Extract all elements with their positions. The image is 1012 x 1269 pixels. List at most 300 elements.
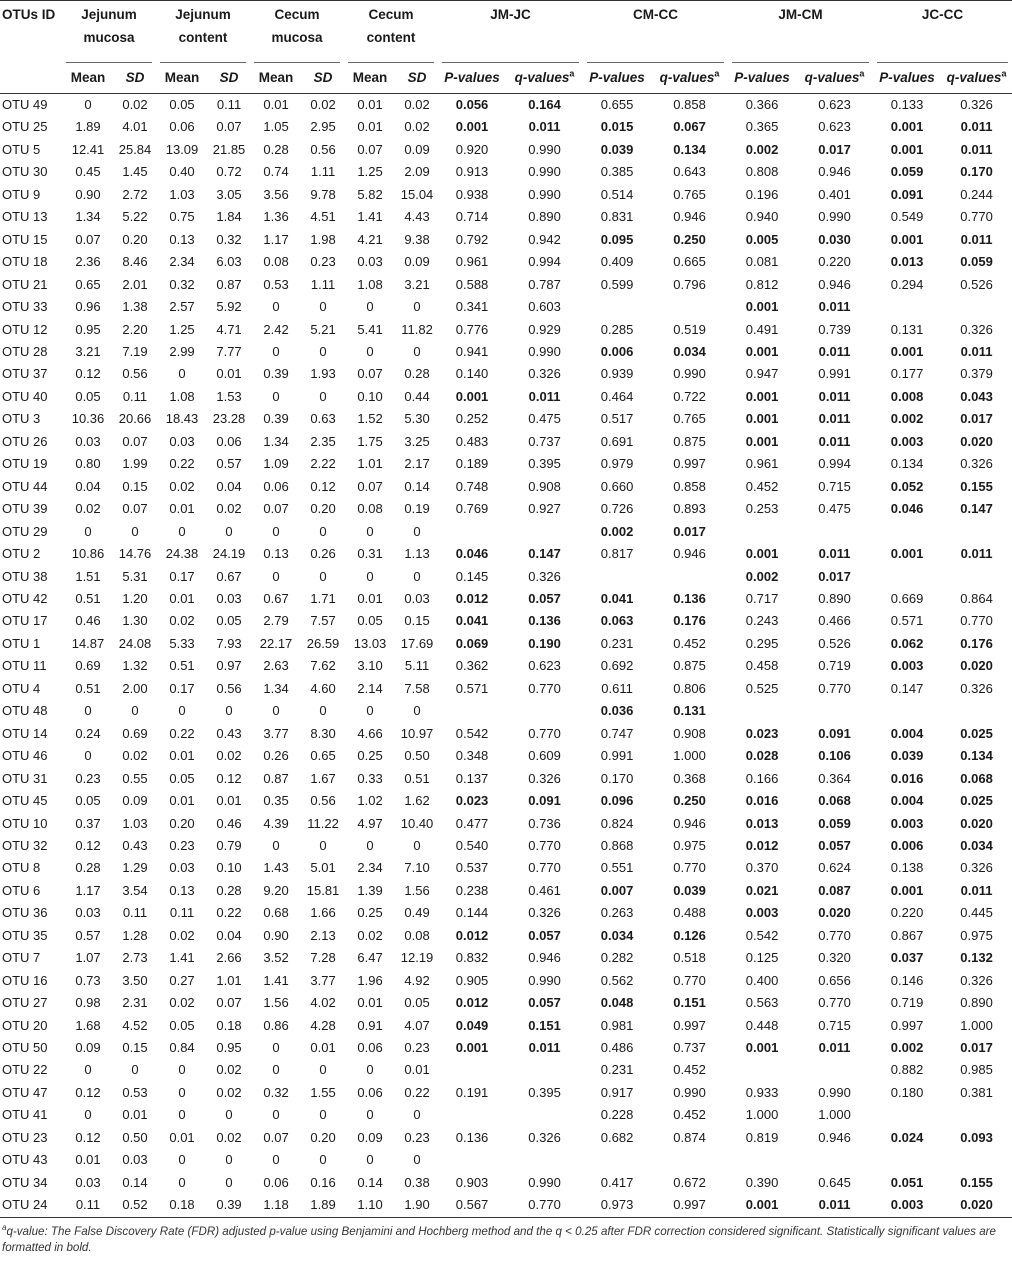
- cell-cm-sd: 7.28: [310, 950, 336, 966]
- cell-jc-mean: 2.99: [169, 343, 195, 359]
- cell-cc-mean: 0: [366, 703, 374, 719]
- cell-cm-sd: 0: [319, 703, 327, 719]
- cell-cm-mean: 2.79: [263, 613, 289, 629]
- cell-jc-mean: 0.20: [169, 815, 195, 831]
- cell-cc-mean: 4.21: [357, 231, 383, 247]
- cell-jc-mean: 0.02: [169, 927, 195, 943]
- cell-jm-sd: 0: [131, 523, 139, 539]
- cell-jmjc-p: 0.913: [455, 164, 489, 180]
- cell-cm-mean: 0.07: [263, 501, 289, 517]
- cell-jmcm-p: 0.125: [745, 950, 779, 966]
- cell-cc-sd: 0.23: [404, 1129, 430, 1145]
- cell-cm-mean: 1.34: [263, 433, 289, 449]
- cell-jm-sd: 2.00: [122, 680, 148, 696]
- cell-jm-sd: 0.15: [122, 478, 148, 494]
- cell-cm-mean: 0.13: [263, 546, 289, 562]
- cell-jc-sd: 7.77: [216, 343, 242, 359]
- cell-cm-sd: 7.62: [310, 658, 336, 674]
- cell-jm-mean: 0.03: [75, 433, 101, 449]
- comparison-header-jm-cm: JM-CM: [728, 1, 873, 64]
- cell-jmjc-p: 0.145: [455, 568, 489, 584]
- cell-jmcm-p: 0.005: [745, 231, 779, 247]
- cell-jmcm-p: 0.295: [745, 635, 779, 651]
- cell-jmcm-p: 0.365: [745, 119, 779, 135]
- cell-jmjc-q: 0.147: [528, 546, 561, 562]
- cell-cmcc-p: 0.517: [600, 411, 634, 427]
- cell-jm-sd: 0.53: [122, 1084, 148, 1100]
- cell-cmcc-p: 0.939: [600, 366, 634, 382]
- cell-cmcc-q: 0.908: [673, 725, 706, 741]
- cell-jc-sd: 0.43: [216, 725, 242, 741]
- cell-cc-sd: 10.40: [400, 815, 434, 831]
- table-row: [0, 116, 1012, 138]
- cell-jc-sd: 0.11: [216, 97, 242, 112]
- cell-jm-mean: 1.51: [75, 568, 101, 584]
- cell-jmjc-q: 0.770: [528, 837, 561, 853]
- cell-cm-sd: 0.16: [310, 1174, 336, 1190]
- cell-jmjc-q: 0.787: [528, 276, 561, 292]
- cell-otu-id: OTU 30: [2, 164, 48, 180]
- cell-jm-mean: 0.11: [62, 1194, 114, 1217]
- cell-jccc-p: 0.867: [890, 927, 924, 943]
- cell-cmcc-p: 0.385: [600, 164, 634, 180]
- cell-cm-mean: 0.87: [263, 770, 289, 786]
- cell-jccc-q: 0.011: [960, 343, 993, 359]
- cell-jmcm-q: 0.991: [818, 366, 851, 382]
- table-row: [0, 431, 1012, 453]
- cell-cmcc-q: [651, 1149, 728, 1171]
- cell-otu-id: OTU 50: [2, 1040, 48, 1056]
- cell-cc-mean: 0.14: [357, 1174, 383, 1190]
- cell-jmjc-p: 0.776: [455, 321, 489, 337]
- cell-jmjc-q: 0.603: [528, 299, 561, 315]
- cell-jc-sd: 0.01: [216, 366, 242, 382]
- cell-jm-mean: 0.07: [75, 231, 101, 247]
- cell-jmcm-q: 0.030: [818, 231, 851, 247]
- cell-otu-id: OTU 49: [2, 97, 48, 112]
- table-row: [0, 498, 1012, 520]
- cell-jmcm-p: 0.400: [745, 972, 779, 988]
- cell-jm-sd: 0: [131, 1062, 139, 1078]
- cell-cmcc-p: 0.831: [600, 209, 634, 225]
- cell-jc-sd: 0.03: [216, 590, 242, 606]
- cell-cmcc-p: 0.228: [600, 1107, 634, 1123]
- cell-jc-sd: 0.22: [216, 905, 242, 921]
- cell-cm-mean: 22.17: [259, 635, 293, 651]
- cell-jc-mean: 0.13: [169, 231, 195, 247]
- cell-jc-mean: 18.43: [165, 411, 199, 427]
- cell-jm-sd: 0.14: [122, 1174, 148, 1190]
- cell-otu-id: OTU 46: [2, 748, 48, 764]
- cell-jmcm-q: 0.011: [818, 1040, 851, 1056]
- cell-cm-mean: 1.36: [263, 209, 289, 225]
- cell-cc-sd: 12.19: [400, 950, 434, 966]
- cell-otu-id: OTU 1: [2, 635, 41, 651]
- cell-jmcm-q: 0.106: [818, 748, 851, 764]
- table-row: [0, 296, 1012, 318]
- cell-cc-mean: 0: [366, 568, 374, 584]
- cell-otu-id: OTU 12: [2, 321, 48, 337]
- table-footnote: $^a$q-value: The False Discovery Rate (FDR) adjusted p-value using Benjamini and Hochberg method and the q < 0.25 after FDR correction considered significant. Statistically significant values are formatted in bold.: [2, 1222, 996, 1254]
- cell-cc-mean: 0: [366, 1062, 374, 1078]
- cell-cc-sd: 2.09: [404, 164, 430, 180]
- cell-jm-sd: 2.72: [122, 186, 148, 202]
- cell-otu-id: OTU 14: [2, 725, 48, 741]
- cell-jmjc-p: 0.252: [455, 411, 489, 427]
- cell-jm-mean: 0.02: [75, 501, 101, 517]
- cell-jmcm-p: 0.081: [745, 254, 779, 270]
- cell-jmjc-p: 0.348: [455, 748, 489, 764]
- cell-cm-mean: 0: [272, 837, 280, 853]
- cell-jccc-p: 0.138: [890, 860, 924, 876]
- cell-jc-mean: 13.09: [165, 141, 199, 157]
- cell-jm-sd: 0: [131, 703, 139, 719]
- cell-otu-id: OTU 13: [2, 209, 48, 225]
- cell-jmcm-p: 0.001: [745, 388, 779, 404]
- cell-cc-sd: 0.49: [404, 905, 430, 921]
- cell-jmcm-q: 0.011: [818, 433, 851, 449]
- cell-cmcc-q: 0.874: [673, 1129, 706, 1145]
- cell-cc-mean: 0.01: [357, 590, 383, 606]
- table-row: [0, 543, 1012, 565]
- cell-jmcm-p: 0.933: [745, 1084, 779, 1100]
- cell-jmcm-q: 0.739: [818, 321, 851, 337]
- cell-cc-sd: 0.23: [404, 1040, 430, 1056]
- cell-jccc-q: 0.770: [960, 613, 993, 629]
- cell-jm-mean: 0: [84, 748, 92, 764]
- cell-jm-mean: 0.12: [75, 837, 101, 853]
- cell-jm-mean: 0.12: [75, 366, 101, 382]
- cell-cc-mean: 0.31: [357, 546, 383, 562]
- cell-jmcm-q: 0.011: [818, 299, 851, 315]
- cell-cm-mean: 0: [272, 1040, 280, 1056]
- cell-jccc-p: 0.006: [890, 837, 924, 853]
- cell-cm-mean: 0.06: [263, 1174, 289, 1190]
- cell-cm-mean: 0: [272, 388, 280, 404]
- cell-jm-mean: 0.23: [75, 770, 101, 786]
- cell-jc-mean: 1.03: [169, 186, 195, 202]
- cell-cm-sd: 4.02: [310, 995, 336, 1011]
- cell-cc-sd: 0.38: [404, 1174, 430, 1190]
- cell-jc-sd: 5.92: [216, 299, 242, 315]
- cell-jccc-q: [941, 296, 1012, 318]
- cell-jmjc-q: 0.326: [528, 905, 561, 921]
- cell-jmjc-p: 0.041: [455, 613, 489, 629]
- cell-jccc-q: 0.985: [960, 1062, 993, 1078]
- cell-jmjc-p: 0.542: [455, 725, 489, 741]
- cell-jmjc-p: 0.238: [455, 882, 489, 898]
- cell-jmjc-p: 0.012: [455, 927, 489, 943]
- cell-jccc-q: 0.011: [960, 141, 993, 157]
- cell-jmcm-p: 0.001: [745, 1040, 779, 1056]
- cell-jccc-q: 0.176: [960, 635, 993, 651]
- cell-jm-mean: 0.12: [75, 1084, 101, 1100]
- cell-cc-mean: 0.08: [357, 501, 383, 517]
- cell-jm-sd: 0.50: [122, 1129, 148, 1145]
- cell-jc-mean: 0.01: [169, 590, 195, 606]
- cell-cm-sd: 0: [319, 299, 327, 315]
- cell-cm-mean: 0.68: [263, 905, 289, 921]
- cell-jmcm-q: 0.011: [818, 388, 851, 404]
- cell-jmcm-p: 0.940: [745, 209, 779, 225]
- cell-cmcc-q: 0.806: [673, 680, 706, 696]
- cell-cc-sd: 4.43: [404, 209, 430, 225]
- cell-jc-sd: 0: [225, 703, 233, 719]
- cell-jmjc-q: 0.164: [528, 97, 561, 112]
- cell-jmcm-q: 0.624: [818, 860, 851, 876]
- cell-jmjc-p: 0.001: [455, 388, 489, 404]
- cell-jmcm-q: 0.401: [818, 186, 851, 202]
- cell-jccc-p: 0.002: [890, 1040, 924, 1056]
- cell-cc-mean: 13.03: [353, 635, 387, 651]
- cell-cmcc-q: [651, 566, 728, 588]
- cell-otu-id: OTU 18: [2, 254, 48, 270]
- cell-cm-sd: 0.63: [310, 411, 336, 427]
- cell-jc-sd: 0.04: [216, 927, 242, 943]
- cell-cm-mean: 0.39: [263, 366, 289, 382]
- cell-otu-id: OTU 16: [2, 972, 48, 988]
- cell-otu-id: OTU 20: [2, 1017, 48, 1033]
- cell-jccc-q: 0.326: [960, 456, 993, 472]
- cell-jm-sd: 0.15: [122, 1040, 148, 1056]
- cell-cmcc-p: 0.747: [600, 725, 634, 741]
- cell-cm-mean: 0.06: [263, 478, 289, 494]
- cell-jc-mean: 0.40: [169, 164, 195, 180]
- cell-cm-sd: 26.59: [306, 635, 340, 651]
- cell-jmcm-p: 0.253: [745, 501, 779, 517]
- cell-jmjc-p: 0.049: [455, 1017, 489, 1033]
- cell-jc-mean: 0.13: [169, 882, 195, 898]
- cell-cmcc-q: 0.875: [673, 433, 706, 449]
- cell-jmjc-q: 0.890: [528, 209, 561, 225]
- cell-cc-mean: 0.01: [357, 97, 383, 112]
- cell-jm-mean: 0.80: [75, 456, 101, 472]
- cell-cm-mean: 0.39: [263, 411, 289, 427]
- cell-cmcc-q: 0.946: [673, 815, 706, 831]
- cell-cmcc-p: 0.655: [600, 97, 634, 112]
- cell-jm-sd: 7.19: [122, 343, 148, 359]
- cell-jc-sd: 0.10: [216, 860, 242, 876]
- cell-cc-sd: 0.22: [404, 1084, 430, 1100]
- cell-cm-mean: 1.34: [263, 680, 289, 696]
- cell-jmcm-q: [796, 1059, 873, 1081]
- cell-jmjc-p: 0.832: [455, 950, 489, 966]
- cell-jccc-q: 0.043: [960, 388, 993, 404]
- cell-cc-sd: 0: [413, 1152, 421, 1168]
- table-row: [0, 251, 1012, 273]
- cell-jmjc-p: 0.191: [455, 1084, 489, 1100]
- cell-cmcc-q: 0.368: [673, 770, 706, 786]
- cell-cmcc-q: 0.946: [673, 209, 706, 225]
- cell-otu-id: OTU 28: [2, 343, 48, 359]
- cell-jc-sd: 0.57: [216, 456, 242, 472]
- cell-jc-mean: 0.05: [169, 97, 195, 112]
- cell-jc-mean: 0.22: [169, 456, 195, 472]
- cell-jc-sd: 0.07: [216, 119, 242, 135]
- cell-jmjc-q: 0.136: [528, 613, 561, 629]
- cell-jm-sd: 0.09: [122, 793, 148, 809]
- cell-jmcm-q: 0.011: [818, 343, 851, 359]
- cell-jccc-p: 0.134: [890, 456, 924, 472]
- cell-cmcc-p: 0.981: [600, 1017, 634, 1033]
- cell-jc-sd: 23.28: [212, 411, 246, 427]
- cell-jmcm-p: 0.366: [745, 97, 779, 112]
- cell-jccc-p: [873, 1104, 941, 1126]
- cell-jmjc-q: 0.326: [528, 366, 561, 382]
- cell-jmjc-p: 0.748: [455, 478, 489, 494]
- group-header-jejunum-content: Jejunum content: [156, 1, 250, 64]
- cell-jc-mean: 0.02: [169, 995, 195, 1011]
- p-values-header: P-values: [444, 70, 500, 85]
- cell-jmcm-p: 0.002: [745, 141, 779, 157]
- cell-cc-mean: 0: [366, 523, 374, 539]
- cell-cmcc-q: 0.452: [673, 1062, 706, 1078]
- cell-cmcc-q: 0.452: [673, 1107, 706, 1123]
- cell-otu-id: OTU 24: [0, 1194, 62, 1217]
- cell-cm-sd: 0.02: [310, 97, 336, 112]
- cell-cmcc-q: 0.518: [673, 950, 706, 966]
- cell-cm-mean: 9.20: [263, 882, 289, 898]
- cell-otu-id: OTU 32: [2, 837, 48, 853]
- cell-jccc-q: [941, 1104, 1012, 1126]
- cell-jccc-q: 0.020: [960, 433, 993, 449]
- cell-jc-mean: 0: [178, 1062, 186, 1078]
- comparison-header-cm-cc: CM-CC: [583, 1, 728, 64]
- cell-cmcc-p: 0.551: [600, 860, 634, 876]
- cell-jccc-q: 0.864: [960, 590, 993, 606]
- cell-jmcm-q: 0.946: [818, 276, 851, 292]
- table-row: [0, 386, 1012, 408]
- cell-jccc-q: 0.147: [960, 501, 993, 517]
- cell-otu-id: OTU 22: [2, 1062, 48, 1078]
- cell-jccc-q: 0.020: [960, 815, 993, 831]
- cell-cc-sd: 4.92: [404, 972, 430, 988]
- cell-cc-mean: 1.52: [357, 411, 383, 427]
- cell-jmcm-q: 0.059: [818, 815, 851, 831]
- cell-jmjc-q: 0.395: [528, 1084, 561, 1100]
- cell-otu-id: OTU 29: [2, 523, 48, 539]
- cell-jccc-p: 0.046: [890, 501, 924, 517]
- cell-jmjc-q: 0.990: [528, 186, 561, 202]
- cell-otu-id: OTU 41: [2, 1107, 48, 1123]
- cell-otu-id: OTU 19: [2, 456, 48, 472]
- cell-jccc-p: 0.882: [890, 1062, 924, 1078]
- cell-jccc-q: 0.170: [960, 164, 993, 180]
- mean-header: Mean: [164, 70, 200, 85]
- cell-jc-sd: 24.19: [212, 546, 246, 562]
- cell-jc-mean: 5.33: [169, 635, 195, 651]
- table-row: [0, 947, 1012, 969]
- cell-cm-sd: 2.22: [310, 456, 336, 472]
- cell-jmjc-p: 0.341: [455, 299, 489, 315]
- cell-cmcc-q: 0.039: [673, 882, 706, 898]
- cell-cmcc-q: 0.034: [673, 343, 706, 359]
- cell-jmjc-p: 0.137: [455, 770, 489, 786]
- cell-cmcc-p: 0.514: [600, 186, 634, 202]
- cell-cc-mean: 0: [366, 837, 374, 853]
- cell-jmjc-p: 0.540: [455, 837, 489, 853]
- cell-cc-mean: 2.14: [357, 680, 383, 696]
- cell-otu-id: OTU 5: [2, 141, 41, 157]
- cell-jm-mean: 12.41: [71, 141, 105, 157]
- cell-jccc-p: 0.549: [890, 209, 924, 225]
- cell-cm-sd: 0: [319, 1152, 327, 1168]
- cell-jmcm-p: 0.001: [745, 343, 779, 359]
- cell-jc-mean: 2.57: [169, 299, 195, 315]
- cell-cc-mean: 0.33: [357, 770, 383, 786]
- header-row-groups: [0, 1, 1012, 64]
- cell-jc-sd: 21.85: [212, 141, 246, 157]
- cell-jmjc-q: 0.326: [528, 568, 561, 584]
- cell-jc-mean: 0: [178, 366, 186, 382]
- cell-cc-sd: 1.90: [396, 1194, 438, 1217]
- cell-jccc-p: 0.001: [890, 882, 924, 898]
- cell-jccc-p: [873, 700, 941, 722]
- cell-cmcc-p: 0.231: [600, 635, 634, 651]
- cell-otu-id: OTU 37: [2, 366, 48, 382]
- cell-jmcm-q: 0.017: [818, 568, 851, 584]
- cell-jmjc-q: 0.011: [528, 388, 561, 404]
- cell-jm-sd: 0.56: [122, 366, 148, 382]
- cell-cmcc-q: 0.452: [673, 635, 706, 651]
- cell-jc-mean: 24.38: [165, 546, 199, 562]
- cell-jc-mean: 0.05: [169, 770, 195, 786]
- cell-jm-mean: 0: [84, 1062, 92, 1078]
- table-header: [0, 1, 1012, 94]
- cell-jmjc-q: 0.927: [528, 501, 561, 517]
- cell-cmcc-q: 0.250: [673, 793, 706, 809]
- cell-otu-id: OTU 33: [2, 299, 48, 315]
- cell-cm-sd: 1.89: [302, 1194, 344, 1217]
- cell-jmjc-q: 0.990: [528, 972, 561, 988]
- table-row: [0, 1194, 1012, 1217]
- otu-id-header: OTUs ID: [0, 1, 62, 94]
- cell-jc-mean: 0.02: [169, 478, 195, 494]
- cell-cmcc-q: 0.134: [673, 141, 706, 157]
- cell-otu-id: OTU 25: [2, 119, 48, 135]
- cell-jc-sd: 0.01: [216, 793, 242, 809]
- comparison-header-jc-cc: JC-CC: [873, 1, 1012, 64]
- cell-jm-mean: 3.21: [75, 343, 101, 359]
- cell-jmcm-p: 0.390: [745, 1174, 779, 1190]
- table-row: [0, 992, 1012, 1014]
- cell-cc-mean: 2.34: [357, 860, 383, 876]
- table-row: [0, 229, 1012, 251]
- cell-cm-sd: 1.11: [310, 164, 336, 180]
- cell-jmcm-q: 0.770: [818, 927, 851, 943]
- cell-jmcm-p: 0.452: [745, 478, 779, 494]
- cell-cmcc-p: 0.285: [600, 321, 634, 337]
- cell-jc-sd: 0.28: [216, 882, 242, 898]
- cell-cm-sd: 0.01: [310, 1040, 336, 1056]
- cell-jm-sd: 3.54: [122, 882, 148, 898]
- cell-cm-mean: 4.39: [263, 815, 289, 831]
- cell-jccc-p: 0.001: [890, 546, 924, 562]
- cell-cmcc-p: [583, 566, 651, 588]
- cell-cmcc-q: 0.136: [673, 590, 706, 606]
- cell-jccc-p: [873, 521, 941, 543]
- cell-jm-sd: 0.52: [114, 1194, 156, 1217]
- cell-jccc-q: 0.025: [960, 793, 993, 809]
- cell-jc-sd: 0: [225, 523, 233, 539]
- cell-jccc-q: 0.011: [960, 231, 993, 247]
- table-row: [0, 341, 1012, 363]
- cell-cc-mean: 0.02: [357, 927, 383, 943]
- cell-jc-mean: 0.27: [169, 972, 195, 988]
- cell-jm-sd: 1.30: [122, 613, 148, 629]
- cell-jccc-q: [941, 700, 1012, 722]
- cell-cm-mean: 0.74: [263, 164, 289, 180]
